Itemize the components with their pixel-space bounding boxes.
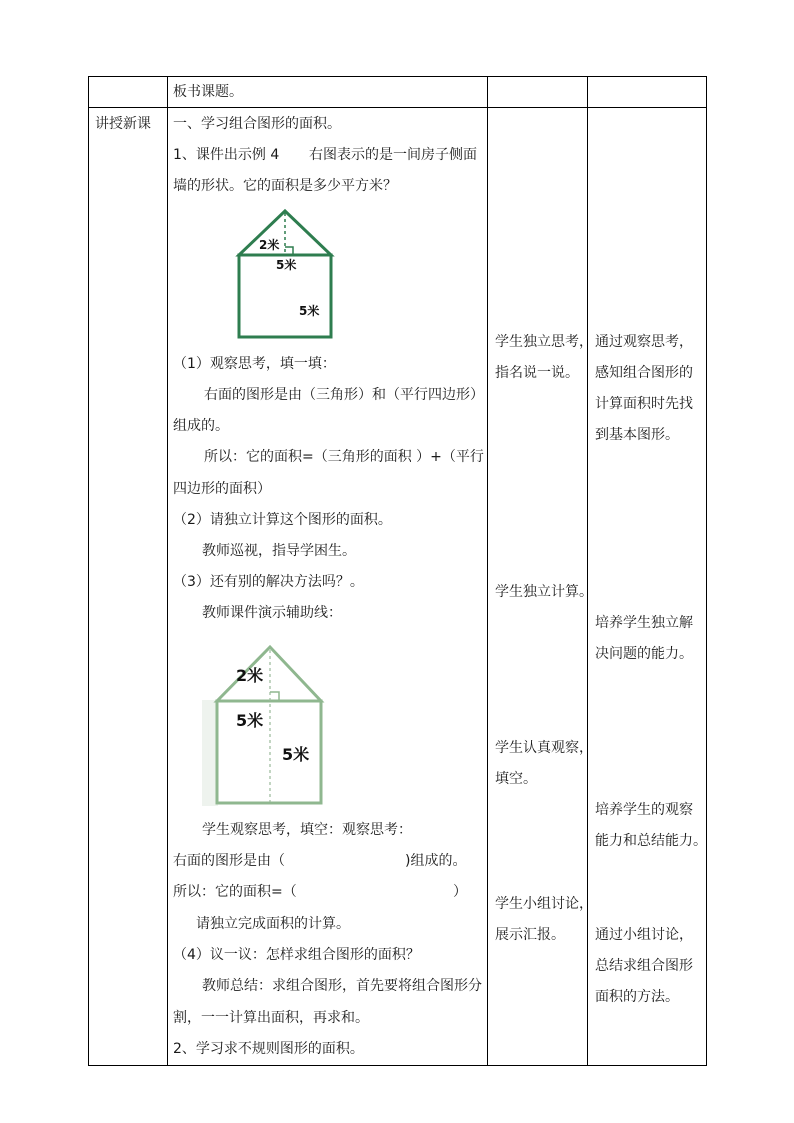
student-activity-1-line-2: 指名说一说。 — [495, 365, 579, 381]
purpose-2-line-2: 决问题的能力。 — [595, 646, 693, 662]
figure1-height-label: 2米 — [259, 238, 280, 252]
teacher-summary-line-2: 割，一一计算出面积，再求和。 — [173, 1010, 369, 1026]
observe-instruction: 学生观察思考，填空：观察思考： — [202, 822, 412, 838]
question-1-line-4: 四边形的面积） — [173, 481, 271, 497]
header-row-text: 板书课题。 — [173, 84, 243, 100]
figure2-height-label: 2米 — [236, 666, 264, 685]
fill-blank-1-end: )组成的。 — [405, 853, 467, 869]
example-label: 1、课件出示例 4 — [173, 147, 280, 163]
purpose-4-line-3: 面积的方法。 — [595, 989, 679, 1005]
purpose-1-line-4: 到基本图形。 — [595, 427, 679, 443]
purpose-1-line-2: 感知组合图形的 — [595, 365, 693, 381]
fill-blank-1-start: 右面的图形是由（ — [173, 853, 285, 869]
student-activity-4-line-2: 展示汇报。 — [495, 927, 565, 943]
table-col-divider-2 — [487, 76, 488, 1066]
section-label: 讲授新课 — [95, 116, 151, 132]
purpose-1-line-1: 通过观察思考， — [595, 334, 693, 350]
house-figure-2 — [200, 640, 330, 810]
question-2-teacher: 教师巡视，指导学困生。 — [202, 543, 356, 559]
teacher-summary-line-1: 教师总结：求组合图形，首先要将组合图形分 — [202, 978, 482, 994]
question-1-line-1: 右面的图形是由（三角形）和（平行四边形） — [204, 387, 484, 403]
question-3-teacher: 教师课件演示辅助线： — [202, 605, 342, 621]
purpose-1-line-3: 计算面积时先找 — [595, 396, 693, 412]
question-1-line-2: 组成的。 — [173, 418, 229, 434]
purpose-3-line-1: 培养学生的观察 — [595, 802, 693, 818]
table-border-left — [88, 76, 89, 1066]
table-col-divider-3 — [587, 76, 588, 1066]
calculation-instruction: 请独立完成面积的计算。 — [196, 916, 350, 932]
figure2-base-label: 5米 — [236, 711, 264, 730]
purpose-4-line-1: 通过小组讨论， — [595, 927, 693, 943]
house2-roof-triangle — [217, 647, 321, 701]
figure1-side-label: 5米 — [299, 304, 320, 318]
section-2-title: 2、学习求不规则图形的面积。 — [173, 1041, 364, 1057]
student-activity-2: 学生独立计算。 — [495, 584, 593, 600]
example-question-cont: 墙的形状。它的面积是多少平方米？ — [173, 178, 397, 194]
table-border-top — [88, 76, 707, 77]
purpose-3-line-2: 能力和总结能力。 — [595, 833, 707, 849]
question-3: （3）还有别的解决方法吗？。 — [173, 574, 364, 590]
house-figure-1 — [230, 205, 340, 345]
table-col-divider-1 — [167, 76, 168, 1066]
figure1-base-label: 5米 — [276, 258, 297, 272]
question-1-line-3: 所以：它的面积=（三角形的面积 ）+（平行 — [204, 449, 484, 465]
purpose-4-line-2: 总结求组合图形 — [595, 958, 693, 974]
figure2-side-label: 5米 — [282, 745, 310, 764]
student-activity-3-line-1: 学生认真观察， — [495, 740, 593, 756]
student-activity-3-line-2: 填空。 — [495, 771, 537, 787]
purpose-2-line-1: 培养学生独立解 — [595, 615, 693, 631]
question-1: （1）观察思考，填一填： — [173, 356, 336, 372]
section-1-title: 一、学习组合图形的面积。 — [173, 116, 341, 132]
question-4: （4）议一议：怎样求组合图形的面积？ — [173, 947, 420, 963]
fill-blank-2-end: ） — [453, 884, 467, 900]
table-row-divider — [88, 107, 707, 108]
table-border-bottom — [88, 1065, 707, 1066]
student-activity-1-line-1: 学生独立思考， — [495, 334, 593, 350]
table-border-right — [706, 76, 707, 1066]
example-question: 右图表示的是一间房子侧面 — [309, 147, 477, 163]
question-2: （2）请独立计算这个图形的面积。 — [173, 512, 392, 528]
student-activity-4-line-1: 学生小组讨论， — [495, 896, 593, 912]
fill-blank-2-start: 所以：它的面积=（ — [173, 884, 297, 900]
